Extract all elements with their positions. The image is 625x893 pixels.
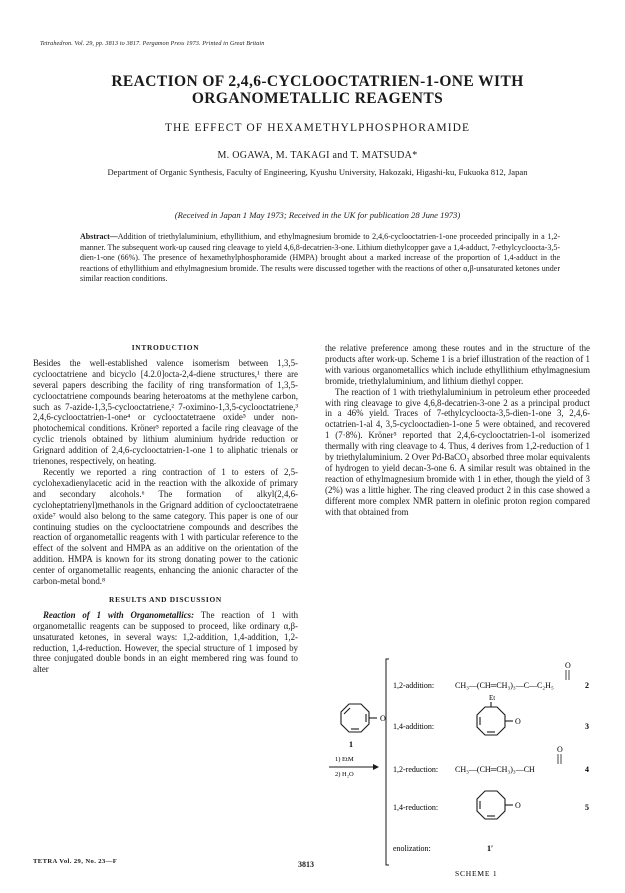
intro-paragraph-2: Recently we reported a ring contraction of 1 to esters of 2,5-cyclohexadienylacetic acid in the reaction with the alkoxide of primary and secondary alcohols.⁶ The formation of alkyl(2,4,6-cycloheptatrienyl)methanols in the Grignard addition of cyclooctatetraene oxide⁷ would also belong to the same category. This paper is one of our continuing studies on the cyclooctatriene compounds and describes the reaction of organometallic reagents with 1 with particular reference to the effect of the solvent and HMPA as an additive on the orientation of the addition. HMPA is known for its strong donating power to the cationic center of organometallic reagents, enhancing the anionic character of the carbon-metal bond.⁸ bbox=[33, 466, 298, 587]
page-number: 3813 bbox=[298, 860, 314, 869]
product-4-oxygen: O bbox=[557, 745, 563, 754]
compound-4-label: 4 bbox=[585, 765, 589, 774]
journal-citation-line: Tetrahedron. Vol. 29, pp. 3813 to 3817. Pergamon Press 1973. Printed in Great Britain bbox=[40, 40, 265, 47]
compound-3-label: 3 bbox=[585, 722, 589, 731]
compound-1-label: 1 bbox=[349, 740, 353, 749]
abstract-text: Addition of triethylaluminium, ethyllithium, and ethylmagnesium bromide to 2,4,6-cyclooctatrien-1-one proceeded principally in a 1,2-manner. The subsequent work-up caused ring cleavage to yield 4,6,8-decatrien-3-one. Lithium diethylcopper gave a 1,4-adduct, 7-ethylcycloocta-3,5-dien-1-one (66%). The presence of hexamethylphosphoramide (HMPA) brought about a marked increase of the proportion of 1,4-adduct in the reactions of ethyllithium and ethylmagnesium bromide. The results were discussed together with the reactions of other α,β-unsaturated ketones under similar reaction conditions. bbox=[80, 232, 560, 284]
article-subtitle: THE EFFECT OF HEXAMETHYLPHOSPHORAMIDE bbox=[164, 122, 471, 134]
title-line-2: ORGANOMETALLIC REAGENTS bbox=[191, 90, 444, 107]
compound-1-prime-label: 1′ bbox=[487, 844, 494, 853]
right-paragraph-2: The reaction of 1 with triethylaluminium in petroleum ether proceeded with ring cleavage to give 4,6,8-decatrien-3-one 2 as a principal product in a 46% yield. Traces of 7-ethylcycloocta-3,5-dien-1-one 3, 2,4,6-octatrien-1-al 4, 3,5-cyclooctadien-1-one 5 were obtained, and recovered 1 (7·8%). Kröner⁵ reported that 2,4,6-cyclooctatrien-1-ol isomerized thermally with ring cleavage to 4. Thus, 4 derives from 1,2-reduction of 1 by triethylaluminium. 2 Over Pd-BaCO₃ absorbed three molar equivalents of hydrogen to yield decan-3-one 6. A similar result was obtained in the reaction of ethylmagnesium bromide with 1 in ether, though the yield of 3 (2%) was a little higher. The ring cleaved product 2 in this case showed a different more complex NMR pattern in olefinic proton region compared with that obtained from bbox=[325, 386, 590, 517]
products-bracket bbox=[386, 659, 389, 865]
results-run-in-heading: Reaction of 1 with Organometallics: bbox=[43, 609, 195, 620]
received-dates: (Received in Japan 1 May 1973; Received in the UK for publication 28 June 1973) bbox=[174, 210, 461, 220]
scheme-1-figure bbox=[325, 655, 595, 880]
product-3-structure bbox=[477, 702, 513, 735]
product-3-oxygen: O bbox=[515, 717, 521, 726]
scheme-1-drawing bbox=[325, 655, 595, 880]
left-column bbox=[33, 343, 298, 675]
route-enolization: enolization: bbox=[393, 844, 431, 853]
route-1-2-reduction: 1,2-reduction: bbox=[393, 765, 439, 774]
compound-5-label: 5 bbox=[585, 803, 589, 812]
results-paragraph-1 bbox=[33, 610, 298, 675]
intro-paragraph-1: Besides the well-established valence isomerism between 1,3,5-cyclooctatriene and bicyclo [4.2.0]octa-2,4-diene structures,¹ there are several papers describing the facility of ring transformation of 1,3,5-cyclooctatriene compounds bearing heteroatoms at the methylene carbon, such as 7-azide-1,3,5-cyclooctatriene,² 7-oximino-1,3,5-cyclooctatriene,³ 2,4,6-cyclooctatrien-1-one⁴ or cyclooctatetraene oxide⁵ under non-photochemical conditions. Kröner⁵ reported a facile ring cleavage of the cyclic trienols obtained by lithium aluminium hydride reduction or Grignard addition of 2,4,6-cyclooctatrien-1-one 1 to aliphatic trienals or trienones, respectively, on heating. bbox=[33, 357, 298, 467]
right-column bbox=[325, 343, 590, 518]
affiliation: Department of Organic Synthesis, Faculty of Engineering, Kyushu University, Hakozaki, Higashi-ku, Fukuoka 812, Japan bbox=[107, 167, 528, 177]
route-1-4-reduction: 1,4-reduction: bbox=[393, 803, 439, 812]
product-5-oxygen: O bbox=[515, 801, 521, 810]
product-2-oxygen: O bbox=[565, 661, 571, 670]
product-4-formula: CH₃—(CH═CH₃)₃—CH bbox=[455, 765, 535, 774]
product-2-formula: CH₃—(CH═CH₃)₃—C—C₂H₅ bbox=[455, 681, 554, 690]
product-5-structure bbox=[477, 791, 513, 819]
cyclooctatrienone-structure bbox=[341, 704, 377, 732]
footer-journal-issue: TETRA Vol. 29, No. 23—F bbox=[33, 858, 118, 865]
reaction-arrowhead bbox=[373, 764, 379, 770]
results-heading: RESULTS AND DISCUSSION bbox=[109, 594, 222, 604]
title-line-1: REACTION OF 2,4,6-CYCLOOCTATRIEN-1-ONE WITH bbox=[111, 73, 524, 90]
ring-oxygen-label: O bbox=[380, 714, 386, 723]
right-paragraph-1: the relative preference among these routes and in the structure of the products after work-up. Scheme 1 is a brief illustration of the reaction of 1 with various organometallics which include ethyllithium ethylmagnesium bromide, triethylaluminium, and lithium diethyl copper. bbox=[325, 343, 590, 386]
scheme-caption: SCHEME 1 bbox=[455, 869, 498, 878]
results-paragraph-text: The reaction of 1 with organometallic reagents can be supposed to proceed, like ordinary α,β-unsaturated ketones, in several ways: 1,2-addition, 1,4-addition, 1,2-reduction, 1,4-reduction. However, the special structure of 1 imposed by three conjugated double bonds in an eight membered ring was found to alter bbox=[33, 609, 299, 675]
compound-2-label: 2 bbox=[585, 681, 589, 690]
route-1-2-addition: 1,2-addition: bbox=[393, 681, 435, 690]
article-title bbox=[40, 73, 595, 107]
reagent-line-1: 1) EtM bbox=[335, 756, 354, 763]
author-list: M. OGAWA, M. TAKAGI and T. MATSUDA* bbox=[217, 150, 418, 161]
abstract bbox=[80, 232, 560, 285]
route-1-4-addition: 1,4-addition: bbox=[393, 722, 435, 731]
product-3-ethyl-label: Et bbox=[489, 694, 496, 702]
introduction-heading: INTRODUCTION bbox=[131, 343, 200, 352]
abstract-label: Abstract— bbox=[80, 232, 118, 241]
reagent-line-2: 2) H₂O bbox=[335, 771, 354, 778]
